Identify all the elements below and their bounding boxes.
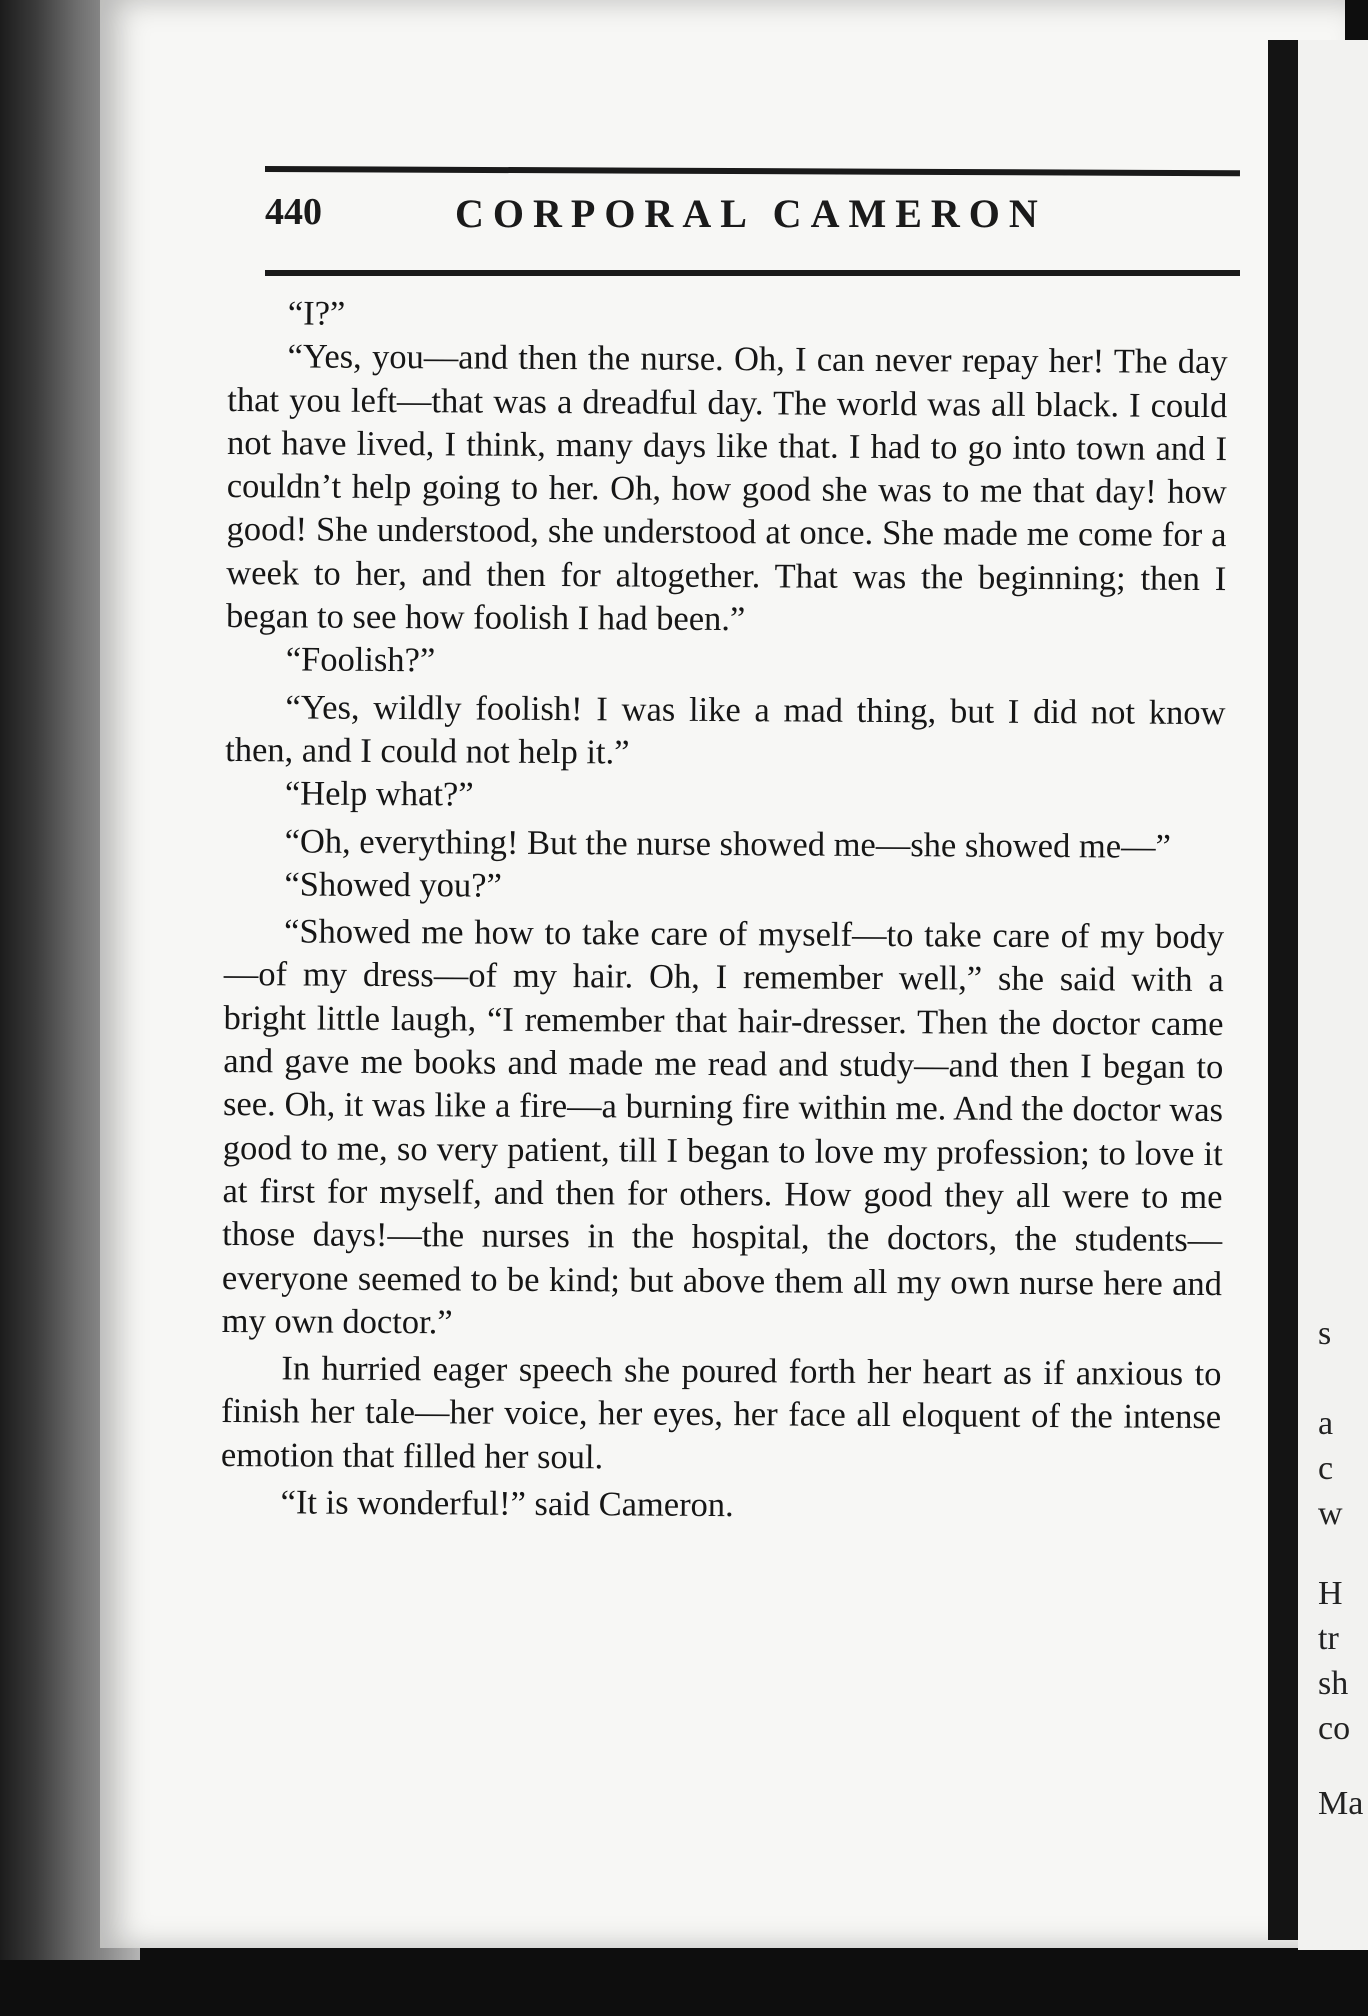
- page-number: 440: [265, 191, 322, 233]
- paragraph: In hurried eager speech she poured forth her heart as if anxious to finish her tale—her voice, her eyes, her face all eloquent of the intense emotion that filled her soul.: [220, 1349, 1222, 1477]
- facing-page-fragment: w: [1318, 1495, 1343, 1532]
- facing-page-fragment: co: [1318, 1710, 1351, 1747]
- paragraph: “It is wonderful!” said Cameron.: [280, 1483, 734, 1525]
- facing-page-fragment: a: [1318, 1405, 1334, 1442]
- facing-page-fragment: s: [1318, 1315, 1332, 1352]
- paragraph: “Yes, you—and then the nurse. Oh, I can never repay her! The day that you left—that was a dreadful day. The world was all black. I could not have lived, I think, many days like that. I had to go into town and I couldn’t help going to her. Oh, how good she was to me that day! how good! She understood, she understood at once. She made me come for a week to her, and then for altogether. That was the beginning; then I began to see how foolish I had been.”: [225, 337, 1228, 639]
- paragraph: “Oh, everything! But the nurse showed me—she showed me—”: [284, 821, 1172, 866]
- body-text: [220, 292, 1228, 1530]
- header-rule-bottom: [265, 270, 1240, 276]
- book-spine: [1268, 40, 1298, 1940]
- paragraph: “I?”: [287, 294, 346, 333]
- facing-page-fragment: Ma: [1318, 1785, 1364, 1822]
- paragraph: “Foolish?”: [285, 640, 436, 680]
- running-title: CORPORAL CAMERON: [455, 191, 1047, 236]
- facing-page-edge: [1298, 40, 1368, 1950]
- page-header: [265, 180, 1240, 260]
- paragraph: “Showed me how to take care of myself—to take care of my body—of my dress—of my hair. Oh, I remember well,” she said with a bright little laugh, “I remember that hair-dresser. Then the doctor came and gave me books and made me read and study—and then I began to see. Oh, it was like a fire—a burning fire within me. And the doctor was good to me, so very patient, till I began to love my profession; to love it at first for myself, and then for others. How good they all were to me those days!—the nurses in the hospital, the doctors, the students—everyone seemed to be kind; but above them all my own nurse here and my own doctor.”: [221, 912, 1225, 1342]
- facing-page-fragment: H: [1318, 1575, 1343, 1612]
- facing-page-fragment: sh: [1318, 1665, 1349, 1702]
- facing-page-fragment: c: [1318, 1450, 1334, 1487]
- paragraph: “Yes, wildly foolish! I was like a mad thing, but I did not know then, and I could not help it.”: [225, 688, 1226, 772]
- facing-page-fragment: tr: [1318, 1620, 1339, 1657]
- paragraph: “Showed you?”: [284, 865, 502, 905]
- paragraph: “Help what?”: [284, 774, 474, 814]
